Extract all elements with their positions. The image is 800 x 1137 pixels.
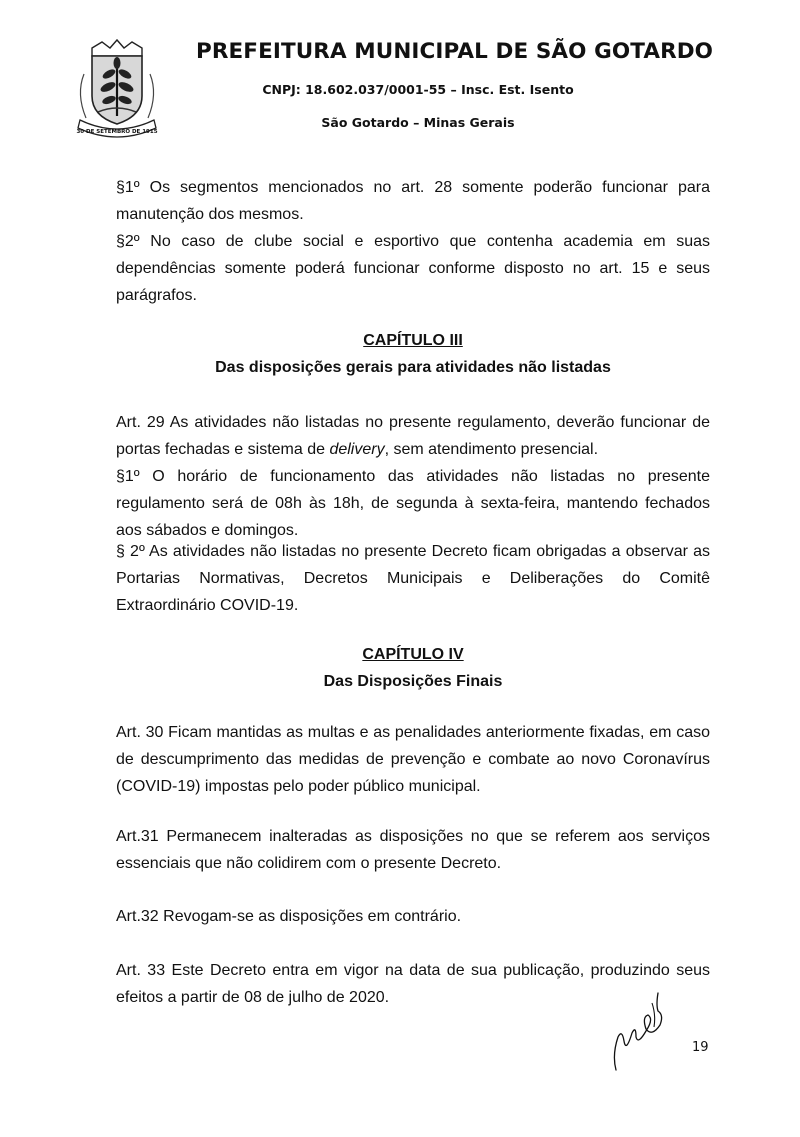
article-29 bbox=[116, 409, 710, 463]
chapter-4-title: CAPÍTULO IV bbox=[362, 646, 464, 663]
article-30: Art. 30 Ficam mantidas as multas e as penalidades anteriormente fixadas, em caso de descumprimento das medidas de prevenção e combate ao novo Coronavírus (COVID-19) impostas pelo poder público municipal. bbox=[116, 724, 710, 795]
chapter-3-subtitle: Das disposições gerais para atividades não listadas bbox=[215, 359, 611, 376]
article-33: Art. 33 Este Decreto entra em vigor na data de sua publicação, produzindo seus efeitos a partir de 08 de julho de 2020. bbox=[116, 962, 710, 1006]
cnpj-line: CNPJ: 18.602.037/0001-55 – Insc. Est. Isento bbox=[262, 82, 574, 97]
article-29-text-start: Art. 29 As atividades não listadas no presente regulamento, deverão funcionar de portas fechadas e sistema de bbox=[116, 414, 710, 458]
article-32: Art.32 Revogam-se as disposições em contrário. bbox=[116, 908, 462, 925]
municipality-title: PREFEITURA MUNICIPAL DE SÃO GOTARDO bbox=[196, 39, 714, 64]
page-number: 19 bbox=[692, 1040, 709, 1055]
article-31: Art.31 Permanecem inalteradas as disposições no que se referem aos serviços essenciais que não colidirem com o presente Decreto. bbox=[116, 828, 710, 872]
municipal-seal-emblem bbox=[62, 34, 172, 144]
article-29-text-end: , sem atendimento presencial. bbox=[384, 441, 599, 458]
chapter-3-title: CAPÍTULO III bbox=[363, 332, 463, 349]
article-29-italic-term: delivery bbox=[329, 441, 385, 458]
paragraph-1: §1º Os segmentos mencionados no art. 28 somente poderão funcionar para manutenção dos mesmos. bbox=[116, 179, 710, 223]
article-29-paragraph-2: § 2º As atividades não listadas no presente Decreto ficam obrigadas a observar as Portarias Normativas, Decretos Municipais e Deliberações do Comitê Extraordinário COVID-19. bbox=[116, 543, 710, 614]
handwritten-signature bbox=[602, 985, 682, 1080]
svg-text:30 DE SETEMBRO DE 1915: 30 DE SETEMBRO DE 1915 bbox=[76, 129, 158, 135]
article-29-paragraph-1: §1º O horário de funcionamento das atividades não listadas no presente regulamento será de 08h às 18h, de segunda à sexta-feira, mantendo fechados aos sábados e domingos. bbox=[116, 468, 710, 539]
city-line: São Gotardo – Minas Gerais bbox=[321, 115, 515, 130]
paragraph-2: §2º No caso de clube social e esportivo que contenha academia em suas dependências somente poderá funcionar conforme disposto no art. 15 e seus parágrafos. bbox=[116, 233, 710, 304]
chapter-4-subtitle: Das Disposições Finais bbox=[323, 673, 503, 690]
